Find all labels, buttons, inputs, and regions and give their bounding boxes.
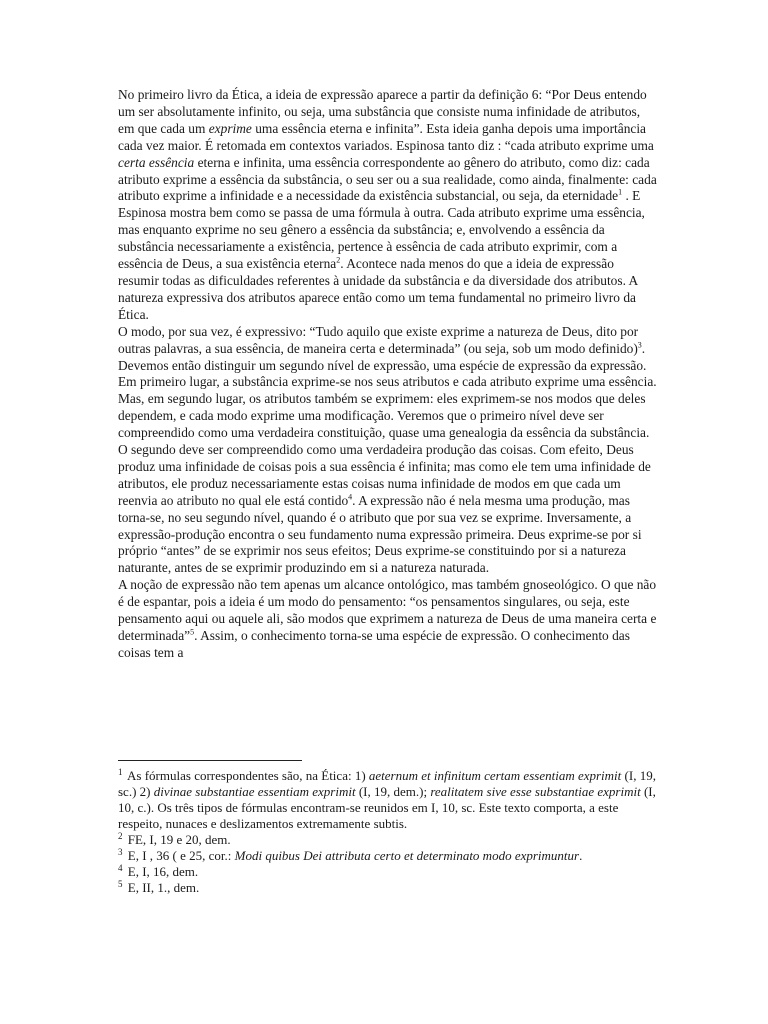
text-run: FE, I, 19 e 20, dem. (124, 832, 231, 847)
footnote-2 (118, 832, 658, 848)
footnote-ref[interactable]: 5 (190, 627, 195, 637)
text-run: As fórmulas correspondentes são, na Ética: 1) (124, 768, 369, 783)
paragraph-2 (118, 324, 658, 578)
text-run: No primeiro livro da Ética, a ideia de expressão aparece a partir da definição 6: “Por Deus entendo um ser absolutamente infinito, ou seja, uma substância que consiste numa infinidade de atributos, em que cada um (118, 87, 647, 136)
footnote-number: 2 (118, 830, 123, 841)
text-run: . (579, 848, 583, 863)
emphasis: aeternum et infinitum certam essentiam exprimit (368, 768, 622, 783)
text-run: E, II, 1., dem. (124, 880, 200, 895)
emphasis: Modi quibus Dei attributa certo et determinato modo exprimuntur (234, 848, 580, 863)
footnote-number: 4 (118, 862, 123, 873)
text-run: . Acontece nada menos do que a ideia de expressão resumir todas as dificuldades referentes à unidade da substância e da diversidade dos atributos. A natureza expressiva dos atributos aparece então como um tema fundamental no primeiro livro da Ética. (118, 256, 638, 322)
text-run: E, I, 16, dem. (124, 864, 199, 879)
text-run: . Assim, o conhecimento torna-se uma espécie de expressão. O conhecimento das coisas tem a (118, 628, 630, 660)
text-run: . E Espinosa mostra bem como se passa de uma fórmula à outra. Cada atributo exprime uma essência, mas enquanto exprime no seu gênero a essência da substância; e, envolvendo a essência da substância necessariamente a existência, pertence à essência de cada atributo exprimir, com a essência de Deus, a sua existência eterna (118, 188, 645, 272)
text-run: . A expressão não é nela mesma uma produção, mas torna-se, no seu segundo nível, quando é o atributo que por sua vez se exprime. Inversamente, a expressão-produção encontra o seu fundamento numa expressão primeira. Deus exprime-se por si próprio “antes” de se exprimir nos seus efeitos; Deus exprime-se constituindo por si a natureza naturante, antes de se exprimir produzindo em si a natureza naturada. (118, 492, 642, 576)
paragraph-3 (118, 577, 658, 662)
emphasis: certa essência (118, 154, 195, 170)
footnote-1 (118, 768, 658, 832)
footnote-separator (118, 760, 302, 761)
footnote-5 (118, 880, 658, 896)
text-run: . Devemos então distinguir um segundo nível de expressão, uma espécie de expressão da expressão. Em primeiro lugar, a substância exprime-se nos seus atributos e cada atributo exprime uma essência. Mas, em segundo lugar, os atributos também se exprimem: eles exprimem-se nos modos que deles dependem, e cada modo exprime uma modificação. Veremos que o primeiro nível deve ser compreendido como uma verdadeira constituição, quase uma genealogia da essência da substância. O segundo deve ser compreendido como uma verdadeira produção das coisas. Com efeito, Deus produz uma infinidade de coisas pois a sua essência é infinita; mas como ele tem uma infinidade de atributos, ele produz necessariamente estas coisas numa infinidade de modos em que cada um reenvia ao atributo no qual ele está contido (118, 340, 657, 508)
footnotes (118, 768, 658, 896)
text-run: uma essência eterna e infinita”. Esta ideia ganha depois uma importância cada vez maior. É retomada em contextos variados. Espinosa tanto diz : “cada atributo exprime uma (118, 120, 654, 153)
text-run: (I, 19, dem.); (355, 784, 431, 799)
footnote-ref[interactable]: 3 (637, 340, 642, 350)
footnote-3 (118, 848, 658, 864)
footnote-4 (118, 864, 658, 880)
text-run: (I, 10, c.). Os três tipos de fórmulas encontram-se reunidos em I, 10, sc. Este texto comporta, a este respeito, nunaces e deslizamentos extremamente subtis. (118, 784, 656, 831)
paragraph-1 (118, 87, 658, 324)
text-run: E, I , 36 ( e 25, cor.: (124, 848, 235, 863)
text-run: eterna e infinita, uma essência correspondente ao gênero do atributo, como diz: cada atributo exprime a essência da substância, o seu ser ou a sua realidade, como ainda, finalmente: cada atributo exprime a infinidade e a necessidade da existência substancial, ou seja, da eternidade (118, 154, 657, 204)
footnote-ref[interactable]: 1 (618, 187, 623, 197)
text-run: A noção de expressão não tem apenas um alcance ontológico, mas também gnoseológico. O que não é de espantar, pois a ideia é um modo do pensamento: “os pensamentos singulares, ou seja, este pensamento aqui ou aquele ali, são modos que exprimem a natureza de Deus de uma maneira certa e determinada” (118, 577, 657, 643)
body-text (118, 87, 658, 662)
emphasis: exprime (208, 120, 252, 136)
text-run: O modo, por sua vez, é expressivo: “Tudo aquilo que existe exprime a natureza de Deus, dito por outras palavras, a sua essência, de maneira certa e determinada” (ou seja, sob um modo definido) (118, 323, 639, 356)
emphasis: divinae substantiae essentiam exprimit (153, 784, 356, 799)
text-run: (I, 19, sc.) 2) (118, 768, 656, 799)
footnote-ref[interactable]: 4 (348, 492, 353, 502)
footnote-ref[interactable]: 2 (336, 255, 341, 265)
footnote-number: 1 (118, 766, 123, 777)
emphasis: realitatem sive esse substantiae exprimit (430, 784, 641, 799)
footnote-number: 3 (118, 846, 123, 857)
footnote-number: 5 (118, 878, 123, 889)
